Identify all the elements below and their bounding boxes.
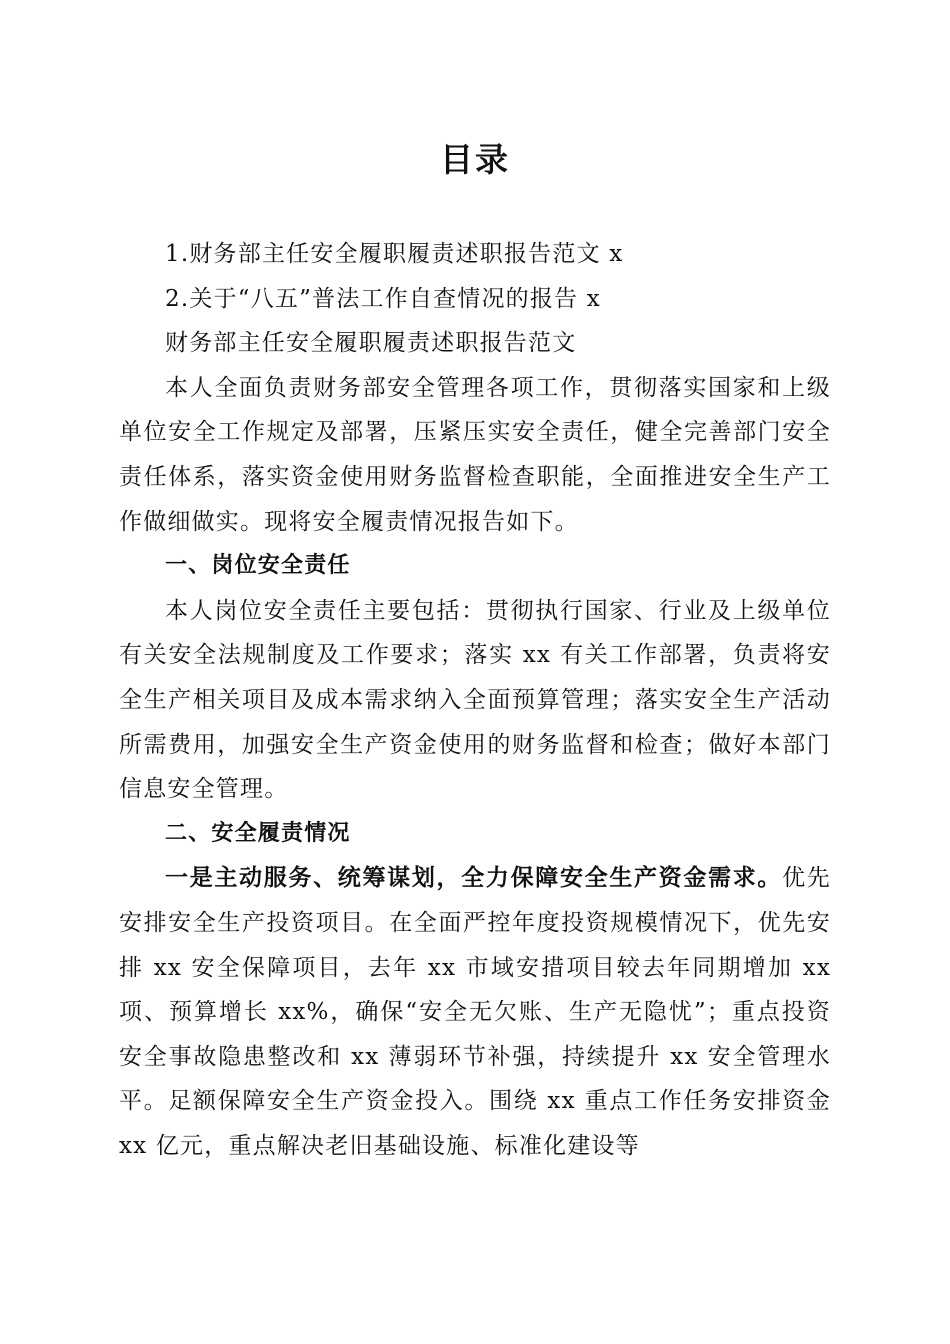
toc-item-2: 2.关于“八五”普法工作自查情况的报告 x (165, 285, 601, 312)
section1-heading: 一、岗位安全责任 (165, 553, 351, 579)
section2-text: 优先安排安全生产投资项目。在全面严控年度投资规模情况下，优先安排 xx 安全保障项目，去年 xx 市域安措项目较去年同期增加 xx 项、预算增长 xx%，确保“安全无欠账、生产无隐忧”；重点投资安全事故隐患整改和 xx 薄弱环节补强，持续提升 xx 安全管理水平。足额保障安全生产资金投入。围绕 xx 重点工作任务安排资金 xx 亿元，重点解决老旧基础设施、标准化建设等 (119, 865, 831, 1159)
toc-item-1: 1.财务部主任安全履职履责述职报告范文 x (165, 241, 624, 267)
section2-paragraph (119, 856, 831, 1168)
section2-heading: 二、安全履责情况 (165, 820, 351, 846)
page-title: 目录 (440, 140, 510, 179)
section1-paragraph: 本人岗位安全责任主要包括：贯彻执行国家、行业及上级单位有关安全法规制度及工作要求；落实 xx 有关工作部署，负责将安全生产相关项目及成本需求纳入全面预算管理；落实安全生产活动所需费用，加强安全生产资金使用的财务监督和检查；做好本部门信息安全管理。 (119, 597, 831, 803)
document-body (119, 232, 831, 1168)
article-title: 财务部主任安全履职履责述职报告范文 (165, 330, 577, 357)
section2-lead: 一是主动服务、统筹谋划，全力保障安全生产资金需求。 (165, 864, 783, 892)
intro-paragraph: 本人全面负责财务部安全管理各项工作，贯彻落实国家和上级单位安全工作规定及部署，压紧压实安全责任，健全完善部门安全责任体系，落实资金使用财务监督检查职能，全面推进安全生产工作做细做实。现将安全履责情况报告如下。 (119, 374, 831, 535)
